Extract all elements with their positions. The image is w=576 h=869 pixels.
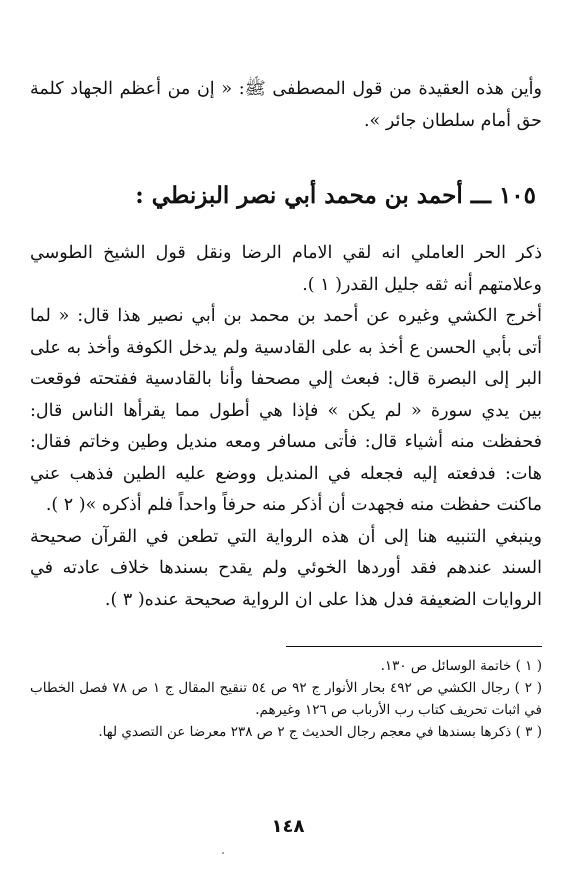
page-number: ١٤٨ <box>271 816 305 837</box>
body-paragraph-1: ذكر الحر العاملي انه لقي الامام الرضا ونقل قول الشيخ الطوسي وعلامتهم أنه ثقه جليل القدر( ١ ). <box>30 243 542 295</box>
intro-paragraph: وأين هذه العقيدة من قول المصطفى ﷺ: « إن من أعظم الجهاد كلمة حق أمام سلطان جائر ». <box>30 79 542 131</box>
body-paragraph-2: أخرج الكشي وغيره عن أحمد بن محمد بن أبي نصير هذا قال: « لما أتى بأبي الحسن ع أخذ به على القادسية ولم يدخل الكوفة وأخذ به على البر إلى البصرة قال: فبعث إلي مصحفا وأنا بالقادسية ففتحته فوقعت بين يدي سورة « لم يكن » فإذا هي أطول مما يقرأها الناس قال: فحفظت منه أشياء قال: فأتى مسافر ومعه منديل وطين وخاتم فقال: هات: فدفعته إليه فجعله في المنديل ووضع عليه الطين فذهب عني ماكنت حفظت منه فجهدت أن أذكر منه حرفاً واحداً فلم أذكره »( ٢ ). <box>30 306 542 515</box>
footnote-2: ( ٢ ) رجال الكشي ص ٤٩٢ بحار الأنوار ج ٩٢ ص ٥٤ تنقيح المقال ج ١ ص ٧٨ فصل الخطاب في اثبات تحريف كتاب رب الأرباب ص ١٢٦ وغيرهم. <box>30 680 542 718</box>
body-paragraph-3: وينبغي التنبيه هنا إلى أن هذه الرواية التي تطعن في القرآن صحيحة السند عندهم فقد أوردها الخوئي ولم يقدح بسندها خلاف عادته في الروايات الضعيفة فدل هذا على ان الرواية صحيحة عنده( ٣ ). <box>30 526 542 610</box>
section-heading: ١٠٥ ـــ أحمد بن محمد أبي نصر البزنطي : <box>135 182 536 209</box>
footnote-divider <box>286 646 542 647</box>
scan-speck <box>222 852 224 854</box>
footnote-1: ( ١ ) خاتمة الوسائل ص ١٣٠. <box>380 658 542 674</box>
footnote-3: ( ٣ ) ذكرها بسندها في معجم رجال الحديث ج ٢ ص ٢٣٨ معرضا عن التصدي لها. <box>98 724 542 740</box>
body-text <box>30 238 542 616</box>
footnotes-list <box>30 655 542 743</box>
